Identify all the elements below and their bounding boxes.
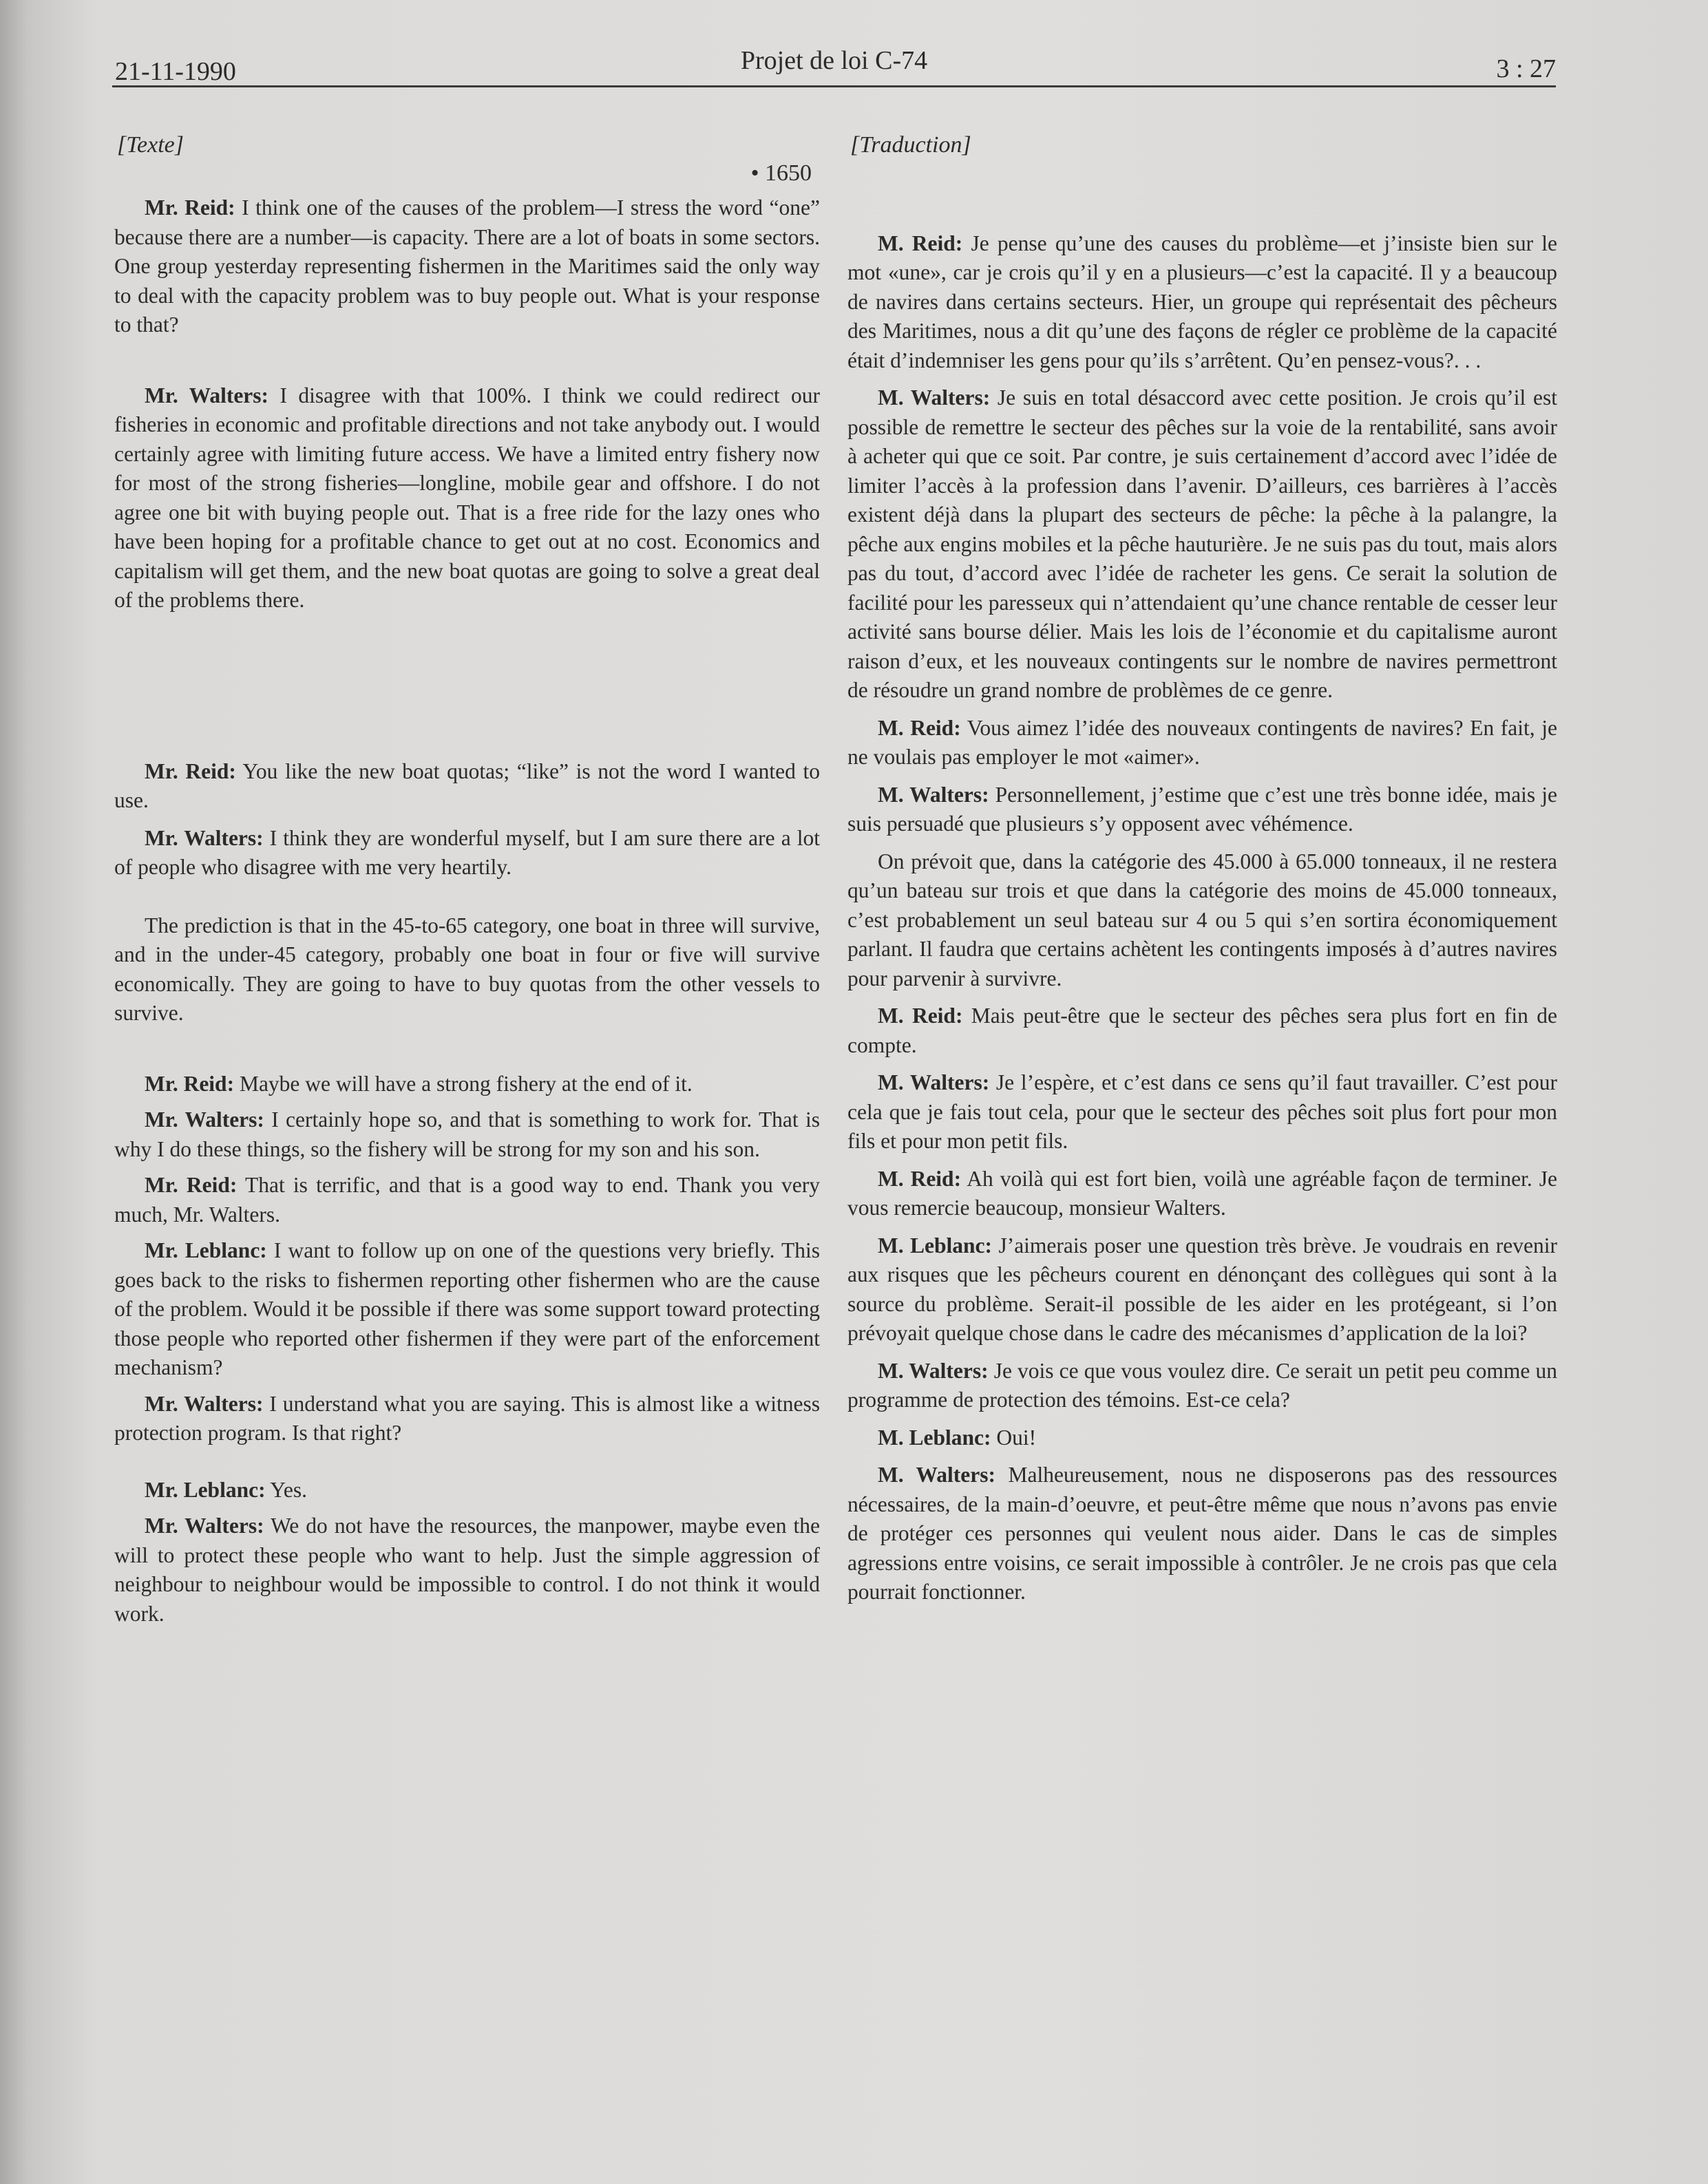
speaker-name: Mr. Reid: bbox=[145, 1071, 235, 1096]
speaker-name: M. Walters: bbox=[878, 1463, 995, 1487]
paragraph-text: Maybe we will have a strong fishery at the end of it. bbox=[234, 1071, 693, 1096]
paragraph bbox=[114, 1236, 820, 1383]
speaker-name: Mr. Walters: bbox=[145, 1107, 264, 1132]
paragraph-text: The prediction is that in the 45-to-65 category, one boat in three will survive, and in the under-45 category, probably one boat in four or five will survive economically. They are going to have to buy quotas from the other vessels to survive. bbox=[114, 913, 820, 1025]
speaker-name: M. Leblanc: bbox=[878, 1233, 993, 1258]
speaker-name: M. Leblanc: bbox=[878, 1425, 991, 1450]
speaker-name: Mr. Reid: bbox=[145, 195, 235, 220]
paragraph bbox=[847, 1068, 1557, 1156]
paragraph-text: Je vois ce que vous voulez dire. Ce serait un petit peu comme un programme de protection des témoins. Est-ce cela? bbox=[847, 1358, 1557, 1412]
paragraph-text: Ah voilà qui est fort bien, voilà une agréable façon de terminer. Je vous remercie beaucoup, monsieur Walters. bbox=[847, 1166, 1557, 1220]
paragraph-text: I think they are wonderful myself, but I am sure there are a lot of people who disagree with me very heartily. bbox=[114, 825, 821, 879]
paragraph-text: I disagree with that 100%. I think we could redirect our fisheries in economic and profitable directions and not take anybody out. I would certainly agree with limiting future access. We have a limited entry fishery now for most of the strong fisheries—longline, mobile gear and offshore. I do not agree one bit with buying people out. That is a free ride for the lazy ones who have been hoping for a profitable chance to get out at no cost. Economics and capitalism will get them, and the new boat quotas are going to solve a great deal of the problems there. bbox=[114, 383, 820, 612]
speaker-name: M. Walters: bbox=[878, 1358, 989, 1383]
paragraph-text: I understand what you are saying. This is almost like a witness protection program. Is that right? bbox=[114, 1391, 821, 1445]
speaker-name: M. Reid: bbox=[878, 231, 963, 255]
paragraph-text: Je suis en total désaccord avec cette position. Je crois qu’il est possible de remettre le secteur des pêches sur la voie de la rentabilité, sans avoir à acheter qui que ce soit. Par contre, je suis certainement d’accord avec l’idée de limiter l’accès à la profession dans l’avenir. D’ailleurs, ces barrières à l’accès existent déjà dans la plupart des secteurs de pêche: la pêche à la palangre, la pêche aux engins mobiles et la pêche hauturière. Je ne suis pas du tout, mais alors pas du tout, d’accord avec l’idée de racheter les gens. Ce serait la solution de facilité pour les paresseux qui n’attendaient qu’une chance rentable de cesser leur activité sans bourse délier. Mais les lois de l’économie et du capitalisme auront raison d’eux, et les nouveaux contingents sur le nombre de navires permettront de résoudre un grand nombre de problèmes de ce genre. bbox=[847, 385, 1557, 702]
paragraph bbox=[114, 757, 820, 816]
speaker-name: M. Reid: bbox=[878, 715, 961, 740]
paragraph bbox=[114, 193, 820, 340]
paragraph-text: J’aimerais poser une question très brève. Je voudrais en revenir aux risques que les pêcheurs courent en dénonçant des collègues qui sont à la source du problème. Serait-il possible de les aider en les protégeant, si l’on prévoyait quelque chose dans le cadre des mécanismes d’application de la loi? bbox=[847, 1233, 1558, 1345]
header-page-number: 3 : 27 bbox=[1496, 54, 1556, 83]
time-marker: • 1650 bbox=[750, 160, 812, 186]
paragraph bbox=[114, 381, 820, 615]
french-column bbox=[847, 131, 1557, 1607]
paragraph-text: On prévoit que, dans la catégorie des 45.000 à 65.000 tonneaux, il ne restera qu’un bateau sur trois et que dans la catégorie des moins de 45.000 tonneaux, c’est probablement un seul bateau sur 4 ou 5 qui s’en sortira économiquement parlant. Il faudra que certains achètent les contingents imposés à d’autres navires pour parvenir à survivre. bbox=[847, 849, 1557, 990]
paragraph bbox=[847, 1231, 1557, 1348]
paragraph-text: Vous aimez l’idée des nouveaux contingents de navires? En fait, je ne voulais pas employer le mot «aimer». bbox=[847, 715, 1557, 769]
speaker-name: Mr. Leblanc: bbox=[145, 1477, 266, 1502]
speaker-name: Mr. Walters: bbox=[145, 1514, 264, 1538]
speaker-name: Mr. Reid: bbox=[145, 759, 236, 783]
header-title: Projet de loi C-74 bbox=[740, 46, 928, 75]
paragraph-text: I think one of the causes of the problem—I stress the word “one” because there are a number—is capacity. There are a lot of boats in some sectors. One group yesterday representing fishermen in the Maritimes said the only way to deal with the capacity problem was to buy people out. What is your response to that? bbox=[114, 195, 820, 337]
speaker-name: Mr. Walters: bbox=[145, 1391, 264, 1416]
running-header bbox=[112, 48, 1556, 87]
paragraph bbox=[847, 229, 1557, 376]
english-column bbox=[114, 131, 820, 1629]
header-date: 21-11-1990 bbox=[115, 57, 236, 86]
speaker-name: M. Reid: bbox=[878, 1166, 962, 1191]
paragraph bbox=[847, 847, 1557, 994]
speaker-name: Mr. Walters: bbox=[145, 825, 264, 850]
paragraph-text: Mais peut-être que le secteur des pêches sera plus fort en fin de compte. bbox=[847, 1004, 1557, 1057]
speaker-name: M. Walters: bbox=[878, 1070, 990, 1094]
paragraph-text: You like the new boat quotas; “like” is not the word I wanted to use. bbox=[114, 759, 820, 812]
paragraph bbox=[847, 714, 1557, 772]
section-label-texte: [Texte] bbox=[117, 132, 184, 158]
paragraph bbox=[114, 1105, 820, 1164]
paragraph bbox=[847, 1165, 1557, 1223]
paragraph bbox=[114, 1512, 820, 1629]
paragraph bbox=[114, 824, 820, 882]
paragraph bbox=[847, 1461, 1557, 1607]
paragraph-text: Je pense qu’une des causes du problème—et j’insiste bien sur le mot «une», car je crois qu’il y en a plusieurs—c’est la capacité. Il y a beaucoup de navires dans certains secteurs. Hier, un groupe qui représentait des pêcheurs des Maritimes, nous a dit qu’une des façons de régler ce problème de la capacité était d’indemniser les gens pour qu’ils s’arrêtent. Qu’en pensez-vous?. . . bbox=[847, 231, 1557, 372]
paragraph-text: Malheureusement, nous ne disposerons pas des ressources nécessaires, de la main-d’oeuvre, et peut-être même que nous n’avons pas envie de protéger ces personnes qui veulent nous aider. Dans le cas de simples agressions entre voisins, ce serait impossible à contrôler. Je ne crois pas que cela pourrait fonctionner. bbox=[847, 1463, 1557, 1604]
paragraph bbox=[847, 1001, 1557, 1060]
speaker-name: M. Walters: bbox=[878, 385, 991, 410]
paragraph-text: That is terrific, and that is a good way to end. Thank you very much, Mr. Walters. bbox=[114, 1173, 820, 1227]
speaker-name: Mr. Leblanc: bbox=[145, 1238, 267, 1262]
speaker-name: Mr. Reid: bbox=[145, 1173, 238, 1197]
paragraph bbox=[114, 911, 820, 1028]
paragraph-text: I certainly hope so, and that is something to work for. That is why I do these things, so the fishery will be strong for my son and his son. bbox=[114, 1107, 820, 1161]
paragraph bbox=[114, 1070, 820, 1099]
paragraph bbox=[847, 781, 1557, 839]
paragraph bbox=[114, 1476, 820, 1505]
paragraph-text: Je l’espère, et c’est dans ce sens qu’il faut travailler. C’est pour cela que je fais tout cela, pour que le secteur des pêches soit plus fort pour mon fils et pour mon petit fils. bbox=[847, 1070, 1557, 1153]
speaker-name: Mr. Walters: bbox=[145, 383, 269, 407]
section-label-traduction: [Traduction] bbox=[850, 132, 971, 158]
paragraph-text: I want to follow up on one of the questions very briefly. This goes back to the risks to fishermen reporting other fishermen who are the cause of the problem. Would it be possible if there was some support toward protecting those people who reported other fishermen if they were part of the enforcement mechanism? bbox=[114, 1238, 820, 1379]
paragraph bbox=[847, 1357, 1557, 1415]
paragraph bbox=[114, 1171, 820, 1229]
paragraph bbox=[847, 383, 1557, 706]
paragraph bbox=[847, 1423, 1557, 1453]
paragraph-text: We do not have the resources, the manpower, maybe even the will to protect these people who want to help. Just the simple aggression of neighbour to neighbour would be impossible to control. I do not think it would work. bbox=[114, 1514, 821, 1626]
paragraph-text: Oui! bbox=[991, 1425, 1037, 1450]
paragraph bbox=[114, 1390, 820, 1448]
paragraph-text: Personnellement, j’estime que c’est une très bonne idée, mais je suis persuadé que plusieurs s’y opposent avec véhémence. bbox=[847, 782, 1557, 836]
speaker-name: M. Reid: bbox=[878, 1004, 963, 1028]
speaker-name: M. Walters: bbox=[878, 782, 989, 807]
paragraph-text: Yes. bbox=[265, 1477, 307, 1502]
